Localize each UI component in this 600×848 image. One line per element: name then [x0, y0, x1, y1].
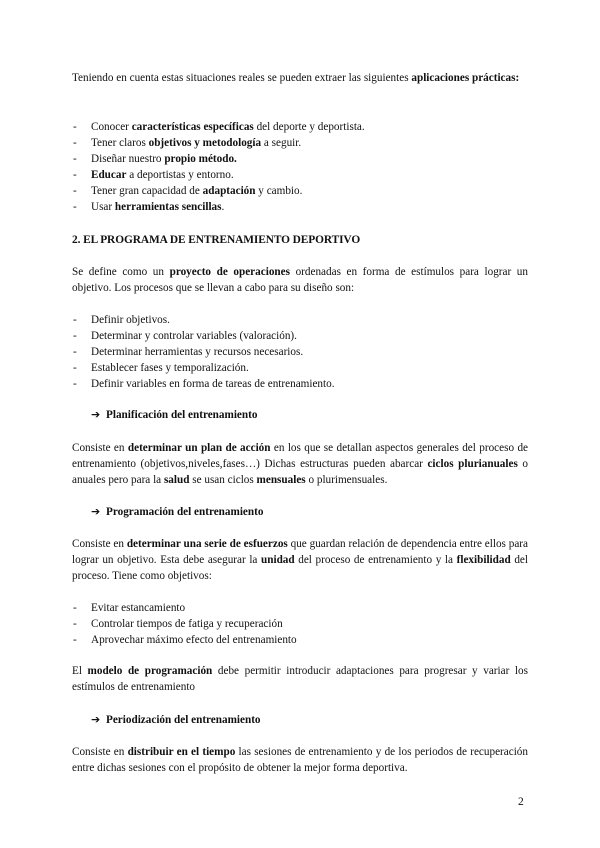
page-number: 2 — [518, 796, 524, 808]
programacion-paragraph: Consiste en determinar una serie de esfuerzos que guardan relación de dependencia entre ellos para lograr un objetivo. Esta debe asegurar la unidad del proceso de entrenamiento y la flexibilidad del proceso. Tiene como objetivos: — [72, 538, 528, 582]
subheading-planificacion: ➔ Planificación del entrenamiento — [91, 408, 258, 421]
list-item: - Definir variables en forma de tareas de entrenamiento. — [72, 376, 528, 392]
arrow-right-icon: ➔ — [91, 505, 101, 518]
list-item: - Educar a deportistas y entorno. — [72, 167, 528, 183]
model-paragraph: El modelo de programación debe permitir introducir adaptaciones para progresar y variar los estímulos de entrenamiento — [72, 665, 528, 693]
arrow-right-icon: ➔ — [91, 713, 101, 726]
processes-list — [72, 312, 528, 392]
objectives-list — [72, 600, 528, 648]
list-item: - Determinar herramientas y recursos necesarios. — [72, 344, 528, 360]
applications-list — [72, 119, 528, 215]
intro-bold: aplicaciones prácticas: — [411, 72, 520, 84]
list-item: - Tener claros objetivos y metodología a seguir. — [72, 135, 528, 151]
definition-paragraph: Se define como un proyecto de operaciones ordenadas en forma de estímulos para lograr un objetivo. Los procesos que se llevan a cabo para su diseño son: — [72, 266, 528, 294]
periodizacion-paragraph: Consiste en distribuir en el tiempo las sesiones de entrenamiento y de los periodos de recuperación entre dichas sesiones con el propósito de obtener la mejor forma deportiva. — [72, 746, 528, 774]
list-item: - Usar herramientas sencillas. — [72, 199, 528, 215]
list-item: - Tener gran capacidad de adaptación y cambio. — [72, 183, 528, 199]
list-item: - Determinar y controlar variables (valoración). — [72, 328, 528, 344]
list-item: - Aprovechar máximo efecto del entrenamiento — [72, 632, 528, 648]
planificacion-paragraph: Consiste en determinar un plan de acción en los que se detallan aspectos generales del proceso de entrenamiento (objetivos,niveles,fases…) Dichas estructuras pueden abarcar ciclos plurianuales o anuales pero para la salud se usan ciclos mensuales o plurimensuales. — [72, 442, 528, 486]
intro-text: Teniendo en cuenta estas situaciones reales se pueden extraer las siguientes — [72, 72, 409, 84]
section-heading: 2. EL PROGRAMA DE ENTRENAMIENTO DEPORTIVO — [72, 234, 361, 246]
list-item: - Diseñar nuestro propio método. — [72, 151, 528, 167]
arrow-right-icon: ➔ — [91, 408, 101, 421]
subheading-programacion: ➔ Programación del entrenamiento — [91, 505, 264, 518]
list-item: - Definir objetivos. — [72, 312, 528, 328]
list-item: - Evitar estancamiento — [72, 600, 528, 616]
list-item: - Establecer fases y temporalización. — [72, 360, 528, 376]
list-item: - Controlar tiempos de fatiga y recuperación — [72, 616, 528, 632]
subheading-periodizacion: ➔ Periodización del entrenamiento — [91, 713, 261, 726]
list-item: - Conocer características específicas del deporte y deportista. — [72, 119, 528, 135]
intro-paragraph — [72, 70, 528, 86]
